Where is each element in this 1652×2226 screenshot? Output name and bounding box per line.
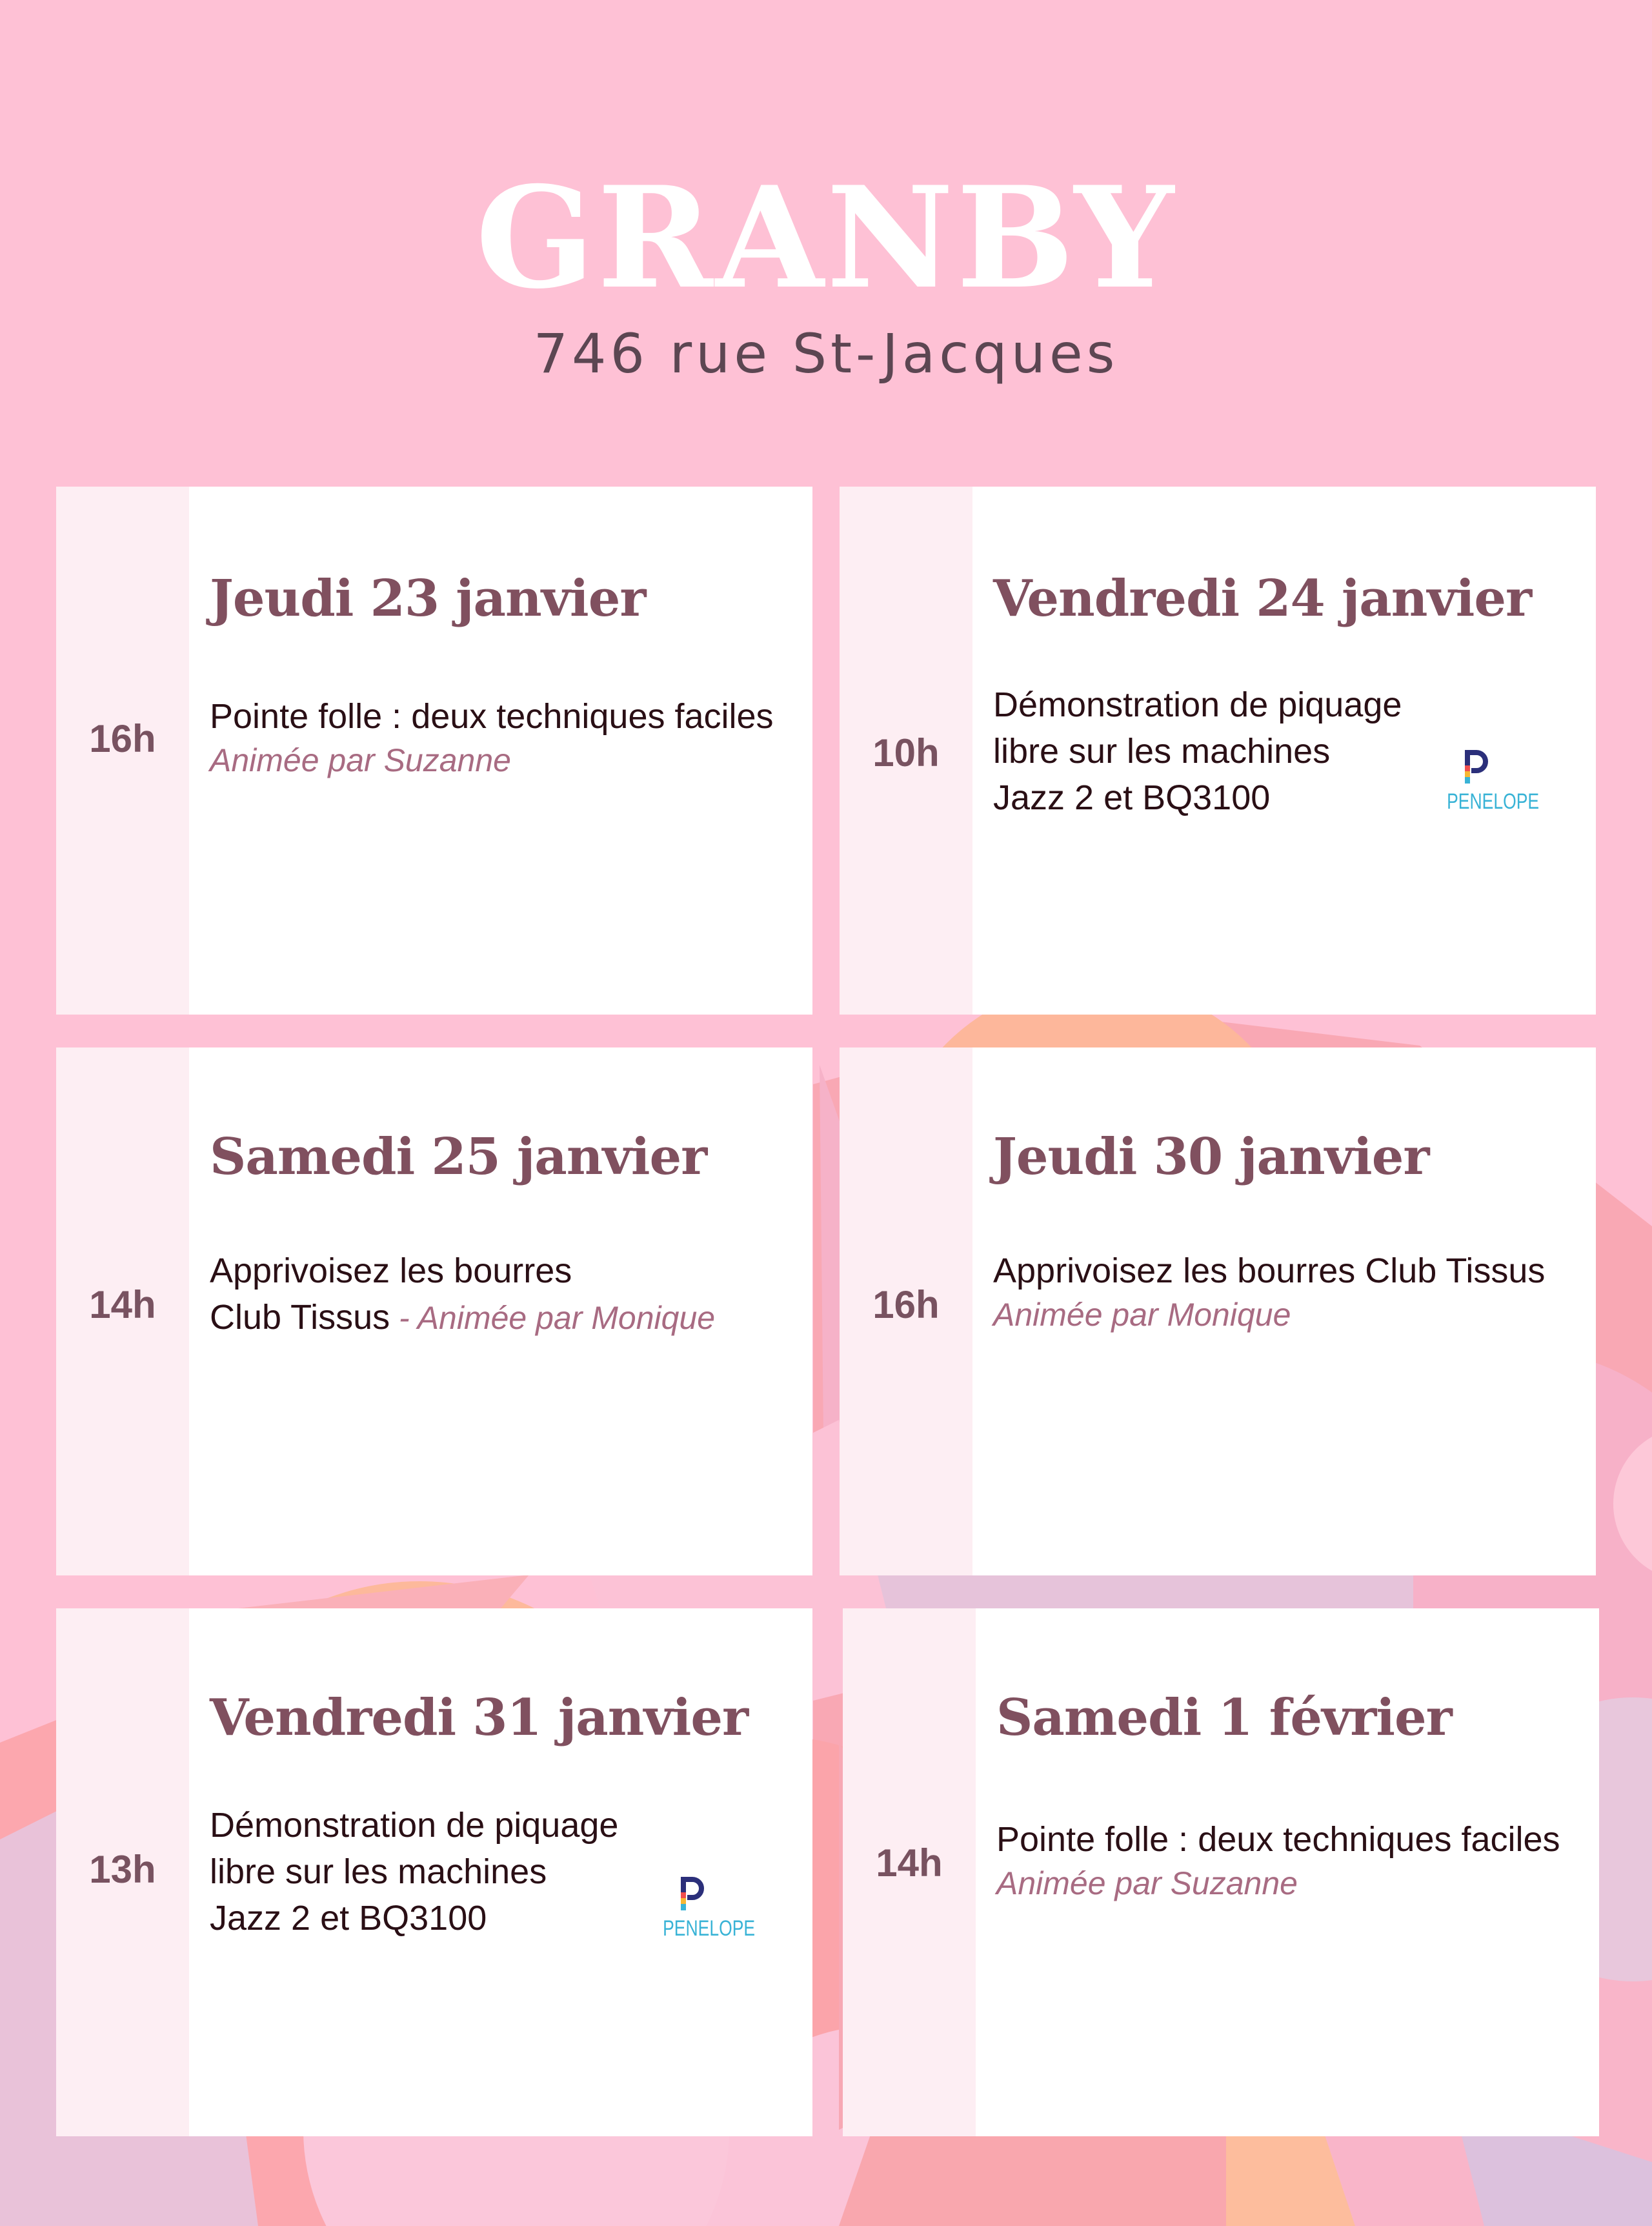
event-time: 10h [872,731,940,774]
event-card [56,1047,812,1575]
event-host: Animée par Suzanne [210,742,511,778]
event-line: Démonstration de piquage [993,685,1402,724]
penelope-p-logo-icon [1460,750,1489,785]
event-host: - Animée par Monique [390,1300,716,1336]
event-date: Jeudi 23 janvier [210,569,646,628]
penelope-logo [1439,750,1540,827]
event-line: libre sur les machines [993,732,1331,771]
event-card [840,487,1596,1015]
event-card [843,1608,1599,2136]
event-line: Démonstration de piquage [210,1806,619,1845]
event-time: 13h [89,1848,156,1891]
penelope-logo [655,1877,756,1954]
logo-wordmark: PENELOPE [1447,789,1540,814]
event-time: 14h [876,1841,943,1885]
event-line: Pointe folle : deux techniques faciles [996,1820,1560,1859]
event-card [56,487,812,1015]
event-line: libre sur les machines [210,1852,547,1891]
event-date: Vendredi 24 janvier [993,569,1532,628]
event-date: Vendredi 31 janvier [210,1688,749,1747]
event-card [840,1047,1596,1575]
event-description [210,693,774,781]
event-date: Jeudi 30 janvier [993,1128,1429,1186]
event-description [210,1802,618,1941]
event-description [210,1248,715,1341]
event-host: Animée par Suzanne [996,1865,1298,1901]
event-date: Samedi 25 janvier [210,1128,707,1186]
event-line: Jazz 2 et BQ3100 [993,778,1271,817]
event-description [993,1248,1545,1335]
event-line: Apprivoisez les bourres [210,1251,572,1290]
event-line: Club Tissus [210,1298,390,1337]
address: 746 rue St-Jacques [533,322,1119,385]
event-card [56,1608,812,2136]
event-line: Jazz 2 et BQ3100 [210,1899,487,1938]
event-date: Samedi 1 février [996,1688,1452,1747]
event-time: 16h [89,717,156,760]
event-time: 16h [872,1283,940,1326]
event-host: Animée par Monique [993,1297,1291,1333]
page-title: GRANBY [476,156,1176,319]
event-description [996,1816,1560,1904]
logo-wordmark: PENELOPE [663,1916,756,1941]
event-line: Pointe folle : deux techniques faciles [210,697,774,736]
event-time: 14h [89,1283,156,1326]
penelope-p-logo-icon [676,1877,705,1912]
event-line: Apprivoisez les bourres Club Tissus [993,1251,1546,1290]
event-description [993,682,1402,821]
